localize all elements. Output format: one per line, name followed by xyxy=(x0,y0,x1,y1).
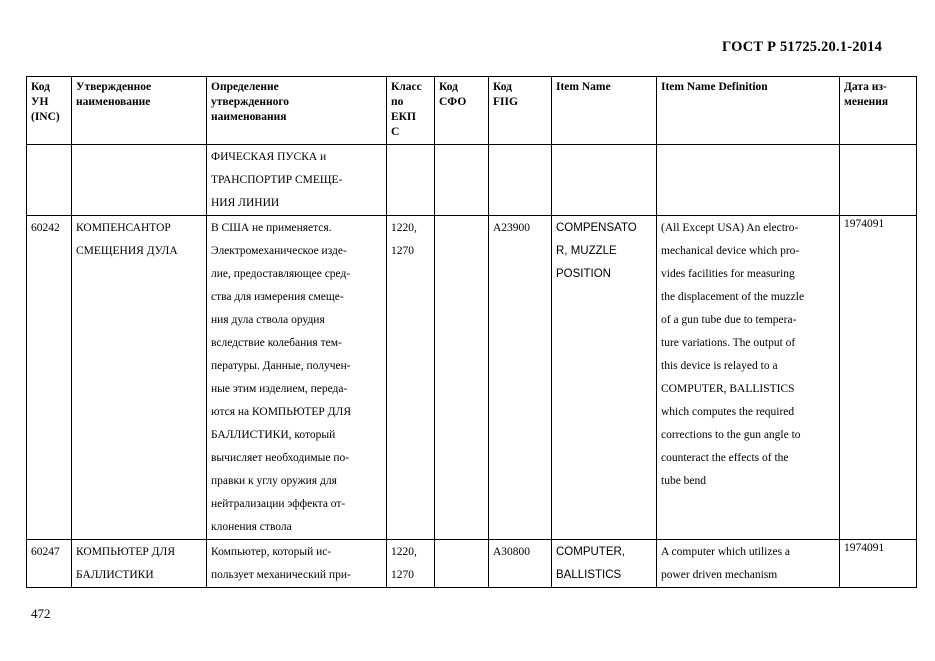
cell-item-name xyxy=(552,540,657,588)
header-col-definition xyxy=(207,77,387,145)
cell-line: СМЕЩЕНИЯ ДУЛА xyxy=(76,245,178,257)
cell-class xyxy=(387,145,435,216)
cell-class xyxy=(387,216,435,540)
cell-approved-name xyxy=(72,145,207,216)
cell-line: COMPUTER, BALLISTICS xyxy=(661,383,795,395)
cell-line: вычисляет необходимые по- xyxy=(211,452,350,464)
cell-line: 1270 xyxy=(391,569,414,581)
cell-line: лие, предоставляющее сред- xyxy=(211,268,351,280)
cell-approved-name xyxy=(72,216,207,540)
cell-line: which computes the required xyxy=(661,406,795,418)
header-line: С xyxy=(391,126,400,138)
cell-line: ФИЧЕСКАЯ ПУСКА и xyxy=(211,151,327,163)
cell-line: нейтрализации эффекта от- xyxy=(211,498,346,510)
cell-line: A computer which utilizes a xyxy=(661,546,791,558)
header-line: утвержденного xyxy=(211,96,290,108)
header-line: Класс xyxy=(391,81,422,93)
cell-line: ТРАНСПОРТИР СМЕЩЕ- xyxy=(211,174,343,186)
cell-line: (All Except USA) An electro- xyxy=(661,222,799,234)
cell-line: vides facilities for measuring xyxy=(661,268,795,280)
cell-line: ния дула ствола орудия xyxy=(211,314,325,326)
cell-item-definition xyxy=(657,145,840,216)
header-line: (INC) xyxy=(31,111,60,123)
cell-line: of a gun tube due to tempera- xyxy=(661,314,797,326)
cell-line: the displacement of the muzzle xyxy=(661,291,805,303)
cell-line: COMPUTER, xyxy=(556,546,625,558)
table-row xyxy=(27,216,917,540)
cell-fiig-code: A30800 xyxy=(489,540,552,588)
cell-line: mechanical device which pro- xyxy=(661,245,800,257)
header-line: наименования xyxy=(211,111,287,123)
cell-line: COMPENSATO xyxy=(556,222,637,234)
cell-sfo-code xyxy=(435,145,489,216)
cell-line: Компьютер, который ис- xyxy=(211,546,332,558)
cell-line: power driven mechanism xyxy=(661,569,778,581)
cell-item-definition xyxy=(657,216,840,540)
cell-change-date: 1974091 xyxy=(840,216,917,540)
cell-line: В США не применяется. xyxy=(211,222,332,234)
cell-line: пературы. Данные, получен- xyxy=(211,360,351,372)
header-line: FIIG xyxy=(493,96,518,108)
cell-definition xyxy=(207,540,387,588)
header-col-change-date xyxy=(840,77,917,145)
header-line: наименование xyxy=(76,96,151,108)
cell-line: клонения ствола xyxy=(211,521,292,533)
cell-line: вследствие колебания тем- xyxy=(211,337,342,349)
header-line: Item Name xyxy=(556,81,611,93)
cell-sfo-code xyxy=(435,540,489,588)
table-header-row xyxy=(27,77,917,145)
cell-line: ства для измерения смеще- xyxy=(211,291,344,303)
cell-line: tube bend xyxy=(661,475,707,487)
document-code: ГОСТ Р 51725.20.1-2014 xyxy=(722,39,883,55)
cell-change-date: 1974091 xyxy=(840,540,917,588)
header-col-item-definition xyxy=(657,77,840,145)
cell-change-date xyxy=(840,145,917,216)
table-row xyxy=(27,540,917,588)
cell-line: КОМПЬЮТЕР ДЛЯ xyxy=(76,546,175,558)
cell-line: ture variations. The output of xyxy=(661,337,796,349)
header-line: ЕКП xyxy=(391,111,416,123)
cell-line: ные этим изделием, переда- xyxy=(211,383,348,395)
header-line: по xyxy=(391,96,404,108)
cell-class xyxy=(387,540,435,588)
cell-line: 1270 xyxy=(391,245,414,257)
catalog-table xyxy=(26,76,917,588)
table-row xyxy=(27,145,917,216)
cell-line: corrections to the gun angle to xyxy=(661,429,801,441)
cell-line: counteract the effects of the xyxy=(661,452,789,464)
cell-line: правки к углу оружия для xyxy=(211,475,337,487)
cell-line: КОМПЕНСАНТОР xyxy=(76,222,171,234)
cell-line: БАЛЛИСТИКИ, который xyxy=(211,429,336,441)
cell-line: пользует механический при- xyxy=(211,569,351,581)
cell-line: POSITION xyxy=(556,268,611,280)
cell-item-name xyxy=(552,145,657,216)
header-line: Код xyxy=(439,81,459,93)
cell-line: 1220, xyxy=(391,546,417,558)
header-line: СФО xyxy=(439,96,467,108)
header-line: Дата из- xyxy=(844,81,887,93)
cell-line: НИЯ ЛИНИИ xyxy=(211,197,280,209)
cell-line: Электромеханическое изде- xyxy=(211,245,347,257)
header-line: Определение xyxy=(211,81,279,93)
header-line: Код xyxy=(31,81,51,93)
header-col-fiig-code xyxy=(489,77,552,145)
cell-fiig-code: A23900 xyxy=(489,216,552,540)
cell-approved-name xyxy=(72,540,207,588)
cell-line: R, MUZZLE xyxy=(556,245,617,257)
cell-inc-code: 60247 xyxy=(27,540,72,588)
header-col-sfo-code xyxy=(435,77,489,145)
cell-line: this device is relayed to a xyxy=(661,360,778,372)
cell-item-name xyxy=(552,216,657,540)
page-number: 472 xyxy=(31,606,51,621)
header-col-approved-name xyxy=(72,77,207,145)
header-line: Утвержденное xyxy=(76,81,152,93)
cell-line: БАЛЛИСТИКИ xyxy=(76,569,154,581)
cell-definition xyxy=(207,216,387,540)
cell-inc-code: 60242 xyxy=(27,216,72,540)
cell-inc-code xyxy=(27,145,72,216)
cell-definition xyxy=(207,145,387,216)
cell-line: 1220, xyxy=(391,222,417,234)
header-col-inc-code xyxy=(27,77,72,145)
cell-item-definition xyxy=(657,540,840,588)
header-line: менения xyxy=(844,96,889,108)
header-col-class xyxy=(387,77,435,145)
cell-line: BALLISTICS xyxy=(556,569,622,581)
header-line: Код xyxy=(493,81,513,93)
cell-sfo-code xyxy=(435,216,489,540)
header-line: Item Name Definition xyxy=(661,81,768,93)
header-line: УН xyxy=(31,96,49,108)
header-col-item-name xyxy=(552,77,657,145)
cell-fiig-code xyxy=(489,145,552,216)
cell-line: ются на КОМПЬЮТЕР ДЛЯ xyxy=(211,406,351,418)
